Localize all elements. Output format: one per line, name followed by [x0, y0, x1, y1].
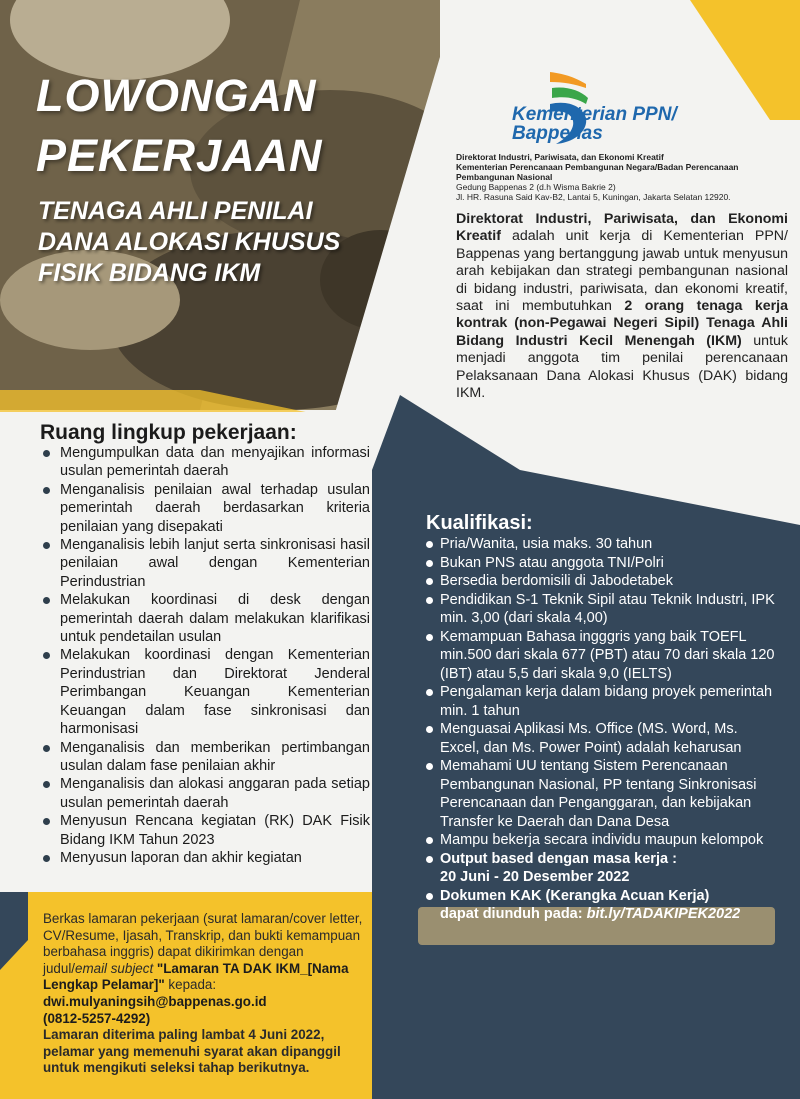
list-item: Bersedia berdomisili di Jabodetabek	[424, 572, 776, 591]
directorate-name: Direktorat Industri, Pariwisata, dan Ekonomi Kreatif	[456, 152, 664, 162]
list-item: Bukan PNS atau anggota TNI/Polri	[424, 554, 776, 573]
qualifications-list	[424, 535, 776, 924]
kak-download-link[interactable]: bit.ly/TADAKIPEK2022	[586, 906, 741, 922]
output-line-1: Output based dengan masa kerja :	[440, 850, 677, 867]
list-item: Menguasai Aplikasi Ms. Office (MS. Word, Ms. Excel, dan Ms. Power Point) adalah keharusan	[424, 720, 776, 757]
intro-bold-1: Direktorat Industri, Pariwisata, dan Ekonomi Kreatif	[456, 211, 788, 245]
intro-paragraph	[456, 211, 788, 402]
kak-document-item	[424, 887, 776, 924]
intro-bold-2: 2 orang tenaga kerja kontrak (non-Pegawai Negeri Sipil) Tenaga Ahli Bidang Industri Kecil Menengah (IKM)	[456, 298, 788, 349]
street-address: Jl. HR. Rasuna Said Kav-B2, Lantai 5, Kuningan, Jakarta Selatan 12920.	[456, 192, 731, 202]
apply-text-1: Berkas lamaran pekerjaan (surat lamaran/cover letter, CV/Resume, Ijasah, Transkrip, dan bukti kemampuan berbahasa inggris) dapat dikirimkan dengan judul/	[43, 911, 363, 976]
title-line-2: PEKERJAAN	[36, 130, 323, 181]
list-item: Pria/Wanita, usia maks. 30 tahun	[424, 535, 776, 554]
email-subject: "Lamaran TA DAK IKM_[Nama Lengkap Pelamar]"	[43, 960, 349, 993]
application-text	[43, 911, 363, 1077]
list-item: Pengalaman kerja dalam bidang proyek pemerintah min. 1 tahun	[424, 683, 776, 720]
list-item: Kemampuan Bahasa ingggris yang baik TOEFL min.500 dari skala 677 (PBT) atau 70 dari skala 120 (IBT) atau 5,5 dari skala 9,0 (IELTS)	[424, 628, 776, 684]
intro-text-2: untuk menjadi anggota tim penilai perencanaan Pelaksanaan Dana Alokasi Khusus (DAK) bidang IKM.	[456, 332, 788, 402]
list-item: Menganalisis lebih lanjut serta sinkronisasi hasil penilaian awal dengan Kementerian Perindustrian	[40, 536, 370, 591]
ministry-name: Kementerian Perencanaan Pembangunan Negara/Badan Perencanaan Pembangunan Nasional	[456, 162, 739, 182]
kak-line-1: Dokumen KAK (Kerangka Acuan Kerja)	[440, 887, 710, 904]
qualifications-heading: Kualifikasi:	[426, 512, 533, 534]
list-item: Menganalisis dan alokasi anggaran pada setiap usulan pemerintah daerah	[40, 775, 370, 812]
intro-text-1: adalah unit kerja di Kementerian PPN/ Bappenas yang bertanggung jawab untuk menyusun arah kebijakan dan strategi pembangunan nasional di bidang industri, pariwisata, dan ekonomi kreatif, saat ini membutuhkan	[456, 228, 788, 315]
subtitle-line-1: TENAGA AHLI PENILAI	[38, 197, 313, 225]
output-period-item	[424, 850, 776, 887]
list-item: Pendidikan S-1 Teknik Sipil atau Teknik Industri, IPK min. 3,00 (dari skala 4,00)	[424, 591, 776, 628]
directorate-address	[456, 152, 786, 202]
logo-line-2: Bappenas	[512, 123, 603, 144]
logo-line-1: Kementerian PPN/	[512, 104, 677, 125]
deadline-note: Lamaran diterima paling lambat 4 Juni 2022, pelamar yang memenuhi syarat akan dipanggil untuk mengikuti seleksi tahap berikutnya.	[43, 1027, 341, 1076]
list-item: Menyusun Rencana kegiatan (RK) DAK Fisik Bidang IKM Tahun 2023	[40, 812, 370, 849]
scope-list	[40, 444, 370, 867]
bappenas-logo-text	[512, 105, 677, 143]
contact-phone: (0812-5257-4292)	[43, 1010, 151, 1026]
list-item: Menyusun laporan dan akhir kegiatan	[40, 849, 370, 867]
subtitle-line-2: DANA ALOKASI KHUSUS	[38, 228, 341, 256]
scope-heading: Ruang lingkup pekerjaan:	[40, 421, 297, 444]
list-item: Menganalisis penilaian awal terhadap usulan pemerintah daerah berdasarkan kriteria penilaian yang disepakati	[40, 481, 370, 536]
list-item: Mampu bekerja secara individu maupun kelompok	[424, 831, 776, 850]
list-item: Melakukan koordinasi dengan Kementerian Perindustrian dan Direktorat Jenderal Perimbangan Keuangan Kementerian Keuangan dalam fase sinkronisasi dan harmonisasi	[40, 646, 370, 738]
list-item: Memahami UU tentang Sistem Perencanaan Pembangunan Nasional, PP tentang Sinkronisasi Perencanaan dan Penganggaran, dan kebijakan Transfer ke Daerah dan Dana Desa	[424, 757, 776, 831]
list-item: Menganalisis dan memberikan pertimbangan usulan dalam fase penilaian akhir	[40, 739, 370, 776]
output-line-2: 20 Juni - 20 Desember 2022	[440, 869, 630, 885]
email-subject-label: email subject	[75, 960, 154, 976]
building-name: Gedung Bappenas 2 (d.h Wisma Bakrie 2)	[456, 182, 616, 192]
kak-line-2: dapat diunduh pada:	[440, 906, 587, 922]
main-title	[36, 66, 323, 186]
position-title	[38, 196, 340, 289]
apply-text-2: kepada:	[164, 977, 217, 993]
contact-email[interactable]: dwi.mulyaningsih@bappenas.go.id	[43, 993, 267, 1009]
subtitle-line-3: FISIK BIDANG IKM	[38, 259, 261, 287]
title-line-1: LOWONGAN	[36, 70, 317, 121]
list-item: Melakukan koordinasi di desk dengan pemerintah daerah dalam melakukan klarifikasi untuk pendetailan usulan	[40, 591, 370, 646]
list-item: Mengumpulkan data dan menyajikan informasi usulan pemerintah daerah	[40, 444, 370, 481]
